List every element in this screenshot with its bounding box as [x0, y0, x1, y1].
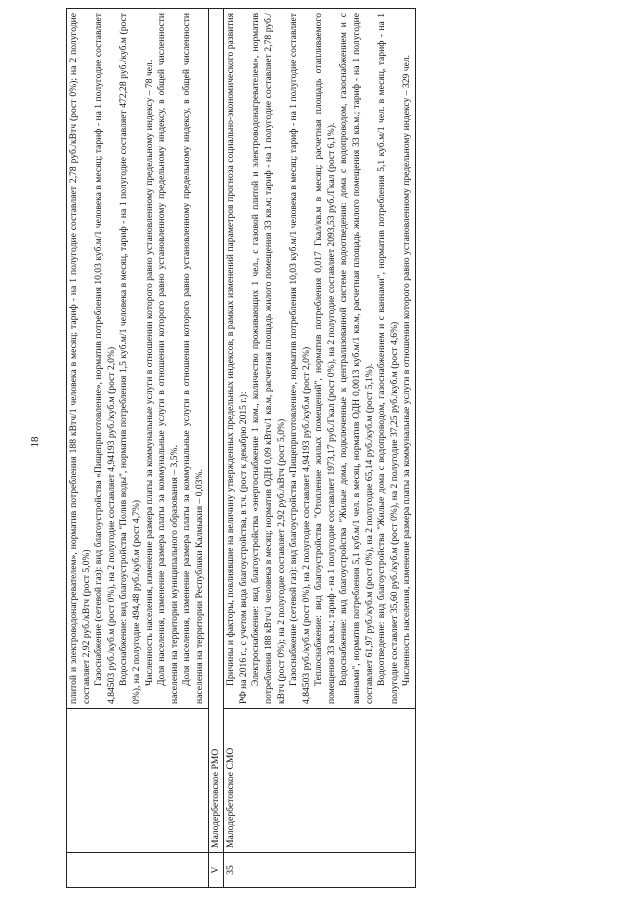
paragraph: плитой и электроводонагревателем», норматив потребления 188 кВтч/1 человека в месяц; тариф - на 1 полугодие составляет 2,78 руб./кВтч (рост 0%); на 2 полугодие составляет 2,92 руб./кВтч (рост 5,0%) — [68, 13, 92, 704]
paragraph: Численность населения, изменение размера платы за коммунальные услуги в отношении которого равно установленному предельному индексу – 78 чел. — [143, 59, 155, 686]
paragraph: Газоснабжение (сетевой газ): вид благоустройства «Пищеприготовление», норматив потребления 10,03 куб.м/1 человека в месяц; тариф - на 1 полугодие составляет 4,84503 руб./куб.м (рост 0%), на 2 полугодие составляет 4,94193 руб./куб.м (рост 2,0%) — [288, 13, 312, 704]
paragraph: Водоснабжение: вид благоустройства "Полив воды", норматив потребления 1,5 куб.м/1 человека в месяц, тариф - на 1 полугодие составляет 472,28 руб./куб.м (рост 0%), на 2 полугодие 494,48 руб./куб.м (рост 4,7%) — [118, 13, 142, 704]
paragraph: Доля населения, изменение размера платы за коммунальные услуги в отношении которого равно установленному предельному индексу, в общей численности населения на территории муниципального образования – 3,5%. — [156, 13, 180, 704]
paragraph: Доля населения, изменение размера платы за коммунальные услуги в отношении которого равно установленному предельному индексу, в общей численности населения на территории Республики Калмыкия – 0,03%. — [181, 13, 205, 704]
row-number-cell: 35 — [224, 853, 416, 888]
description-cell — [67, 9, 209, 709]
paragraph: Теплоснабжение: вид благоустройства "Отопление жилых помещений", норматив потребления 0,017 Гкал/кв.м в месяц; расчетная площадь отапливаемого помещения 33 кв.м.; тариф - на 1 полугодие составляет 1973,17 руб./Гкал (рост 0%), на 2 полугодие составляет 2093,53 руб./Гкал (рост 6,1%). — [313, 13, 337, 704]
tariff-table — [66, 8, 416, 888]
row-number-cell — [67, 853, 209, 888]
table-row-continuation — [67, 9, 209, 888]
section-header-row — [208, 9, 224, 888]
paragraph: Водоотведение: вид благоустройства "Жилые дома с водопроводом, газоснабжением и с ваннами", норматив потребления 5,1 куб.м/1 чел. в месяц, тариф - на 1 полугодие составляет 35,60 руб./куб.м (рост 0%), на 2 полугодие 37,25 руб./куб.м (рост 4,6%) — [376, 13, 400, 704]
paragraph: Численность населения, изменение размера платы за коммунальные услуги в отношении которого равно установленному предельному индексу – 329 чел. — [401, 54, 413, 686]
paragraph: Газоснабжение (сетевой газ): вид благоустройства «Пищеприготовление», норматив потребления 10,03 куб.м/1 человека в месяц; тариф - на 1 полугодие составляет 4,84503 руб./куб.м (рост 0%), на 2 полугодие составляет 4,94193 руб./куб.м (рост 2,0%) — [93, 13, 117, 704]
rotated-table-page — [66, 8, 576, 888]
paragraph: Причины и факторы, повлиявшие на величину утвержденных предельных индексов, в рамках изменений параметров прогноза социально-экономического развития РФ на 2016 г., с учетом вида благоустройства, в т.ч. (рост к декабрю 2015 г.): — [225, 13, 249, 704]
section-title: Малодербетовское РМО — [208, 9, 224, 853]
paragraph: Водоснабжение: вид благоустройства "Жилые дома, подключенные к централизованной системе водоотведения: дома с водопроводом, газоснабжением и с ваннами", норматив потребления 5,1 куб.м/1 чел. в месяц, норматив ОДН 0,0013 куб.м/1 кв.м, расчетная площадь жилого помещения 33 кв.м.; тариф - на 1 полугодие составляет 61,97 руб./куб.м (рост 0%), на 2 полугодие 65,14 руб./куб.м (рост 5,1%). — [338, 13, 375, 704]
table-row-35 — [224, 9, 416, 888]
description-cell — [224, 9, 416, 709]
municipality-cell — [67, 709, 209, 853]
paragraph: Электроснабжение: вид благоустройства «энергоснабжение 1 ком., количество проживающих 1 чел., с газовой плитой и электроводонагревателем», норматив потребления 188 кВтч/1 человека в месяц; норматив ОДН 0,09 кВтч/1 кв.м, расчетная площадь жилого помещения 33 кв.м; тариф - на 1 полугодие составляет 2,78 руб./кВтч (рост 0%); на 2 полугодие составляет 2,92 руб./кВтч (рост 5,0%) — [250, 13, 287, 704]
municipality-cell: Малодербетовское СМО — [224, 709, 416, 853]
section-number: V — [208, 853, 224, 888]
page-number: 18 — [29, 436, 41, 448]
